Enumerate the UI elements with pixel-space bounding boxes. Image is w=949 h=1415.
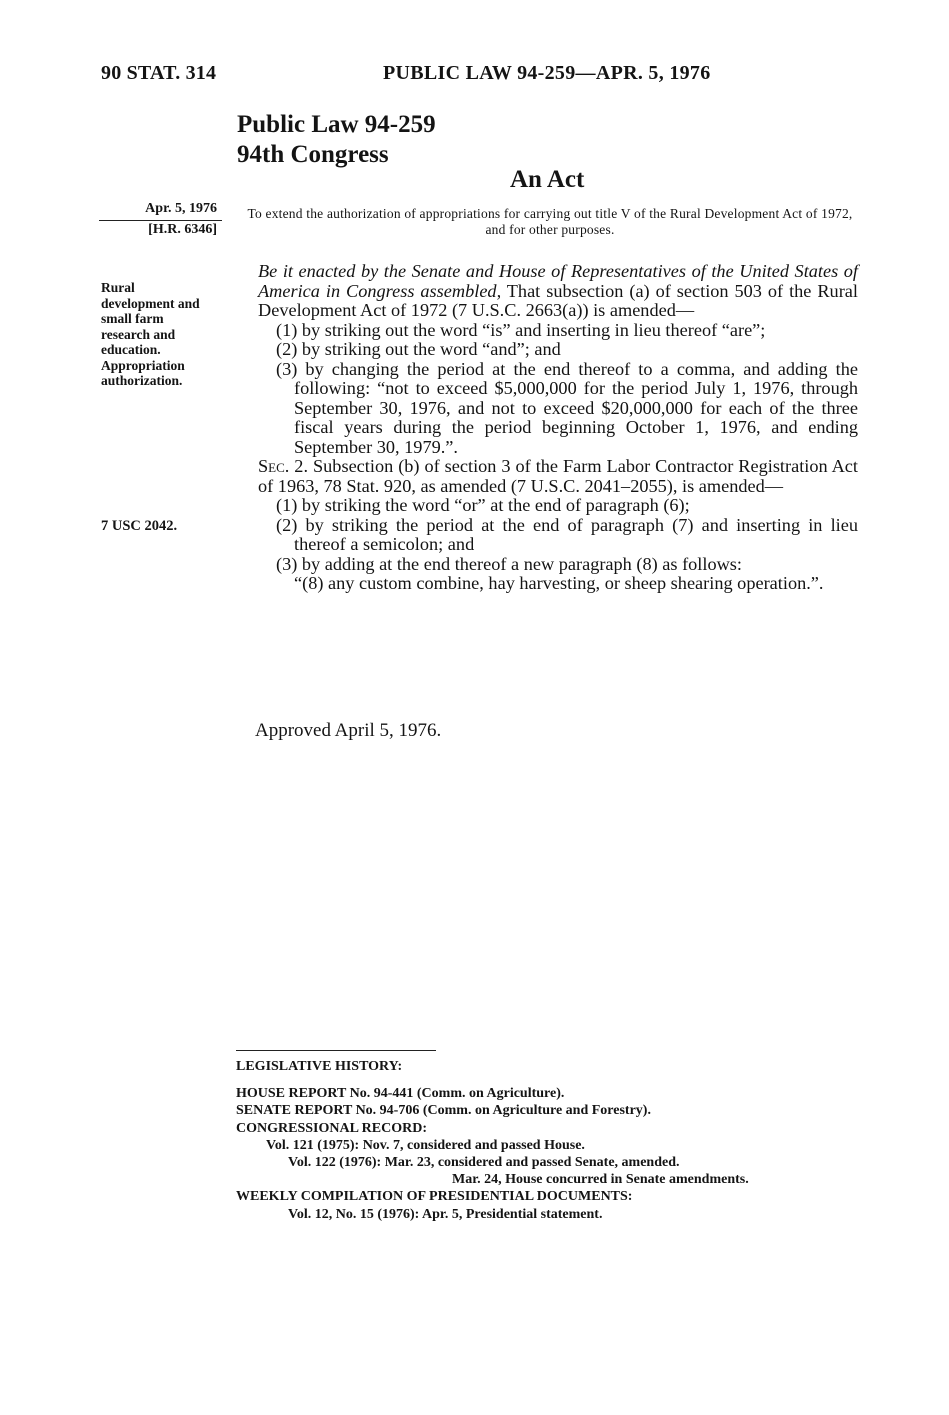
approval-line: Approved April 5, 1976.	[255, 720, 442, 741]
margin-note: small farm	[101, 311, 164, 326]
section-2-quote: “(8) any custom combine, hay harvesting, or sheep shearing operation.”.	[294, 573, 824, 593]
legislative-history-rule	[236, 1050, 436, 1051]
section-2-item: (3) by adding at the end thereof a new paragraph (8) as follows:	[276, 553, 743, 574]
history-line: HOUSE REPORT No. 94-441 (Comm. on Agriculture).	[236, 1086, 565, 1102]
public-law-number: Public Law 94-259	[237, 111, 436, 138]
section-2-intro: Subsection (b) of section 3 of the Farm Labor Contractor Registration Act of 1963, 78 Stat. 920, as amended (7 U.S.C. 2041–2055), is amended—	[258, 456, 858, 496]
enactment-date: Apr. 5, 1976	[145, 201, 217, 216]
act-heading: An Act	[510, 166, 585, 193]
section-1-item: (3) by changing the period at the end thereof to a comma, and adding the following: “not to exceed $5,000,000 for the period July 1, 1976, through September 30, 1976, and not to exceed $20,000,000 for each of the three fiscal years during the period beginning October 1, 1976, and ending September 30, 1979.”.	[276, 358, 858, 457]
law-title-block	[237, 110, 436, 170]
margin-note: development and	[101, 295, 200, 311]
margin-note: education.	[101, 342, 161, 357]
running-title: PUBLIC LAW 94-259—APR. 5, 1976	[383, 62, 711, 84]
bill-number: [H.R. 6346]	[148, 222, 217, 237]
section-2-item: (2) by striking the period at the end of paragraph (7) and inserting in lieu thereof a semicolon; and	[276, 514, 858, 554]
section-2	[258, 457, 858, 496]
page-reference: 90 STAT. 314	[101, 62, 217, 84]
section-2-label: Sec. 2.	[258, 456, 309, 476]
act-purpose: To extend the authorization of appropriations for carrying out title V of the Rural Development Act of 1972, and for other purposes.	[247, 206, 853, 237]
legislative-history-heading: LEGISLATIVE HISTORY:	[236, 1059, 403, 1074]
section-2-item: (1) by striking the word “or” at the end of paragraph (6);	[276, 495, 690, 515]
margin-notes	[101, 280, 221, 389]
act-body	[258, 262, 858, 594]
history-line: Vol. 122 (1976): Mar. 23, considered and passed Senate, amended.	[288, 1155, 680, 1171]
section-1-item: (1) by striking out the word “is” and inserting in lieu thereof “are”;	[276, 319, 766, 340]
enacting-clause: Be it enacted by the Senate and House of Representatives of the United States of America in Congress assembled,	[258, 261, 858, 301]
history-line: SENATE REPORT No. 94-706 (Comm. on Agriculture and Forestry).	[236, 1103, 651, 1119]
congress-number: 94th Congress	[237, 141, 389, 168]
history-line: Mar. 24, House concurred in Senate amendments.	[452, 1172, 749, 1188]
margin-note: Appropriation	[101, 357, 185, 373]
history-line: Vol. 121 (1975): Nov. 7, considered and passed House.	[266, 1137, 585, 1153]
section-1	[258, 262, 858, 321]
margin-note: research and	[101, 326, 176, 342]
history-line: WEEKLY COMPILATION OF PRESIDENTIAL DOCUMENTS:	[236, 1189, 633, 1205]
margin-note: Rural	[101, 280, 135, 295]
history-line: Vol. 12, No. 15 (1976): Apr. 5, Presidential statement.	[288, 1206, 603, 1222]
history-line: CONGRESSIONAL RECORD:	[236, 1120, 427, 1136]
section-1-intro: That subsection (a) of section 503 of the Rural Development Act of 1972 (7 U.S.C. 2663(a)) is amended—	[258, 280, 858, 320]
legislative-history	[236, 1058, 796, 1223]
margin-rule	[99, 220, 222, 221]
margin-note: authorization.	[101, 373, 183, 388]
margin-usc-reference: 7 USC 2042.	[101, 518, 178, 534]
section-1-item: (2) by striking out the word “and”; and	[276, 339, 561, 359]
margin-date-block	[99, 198, 217, 240]
